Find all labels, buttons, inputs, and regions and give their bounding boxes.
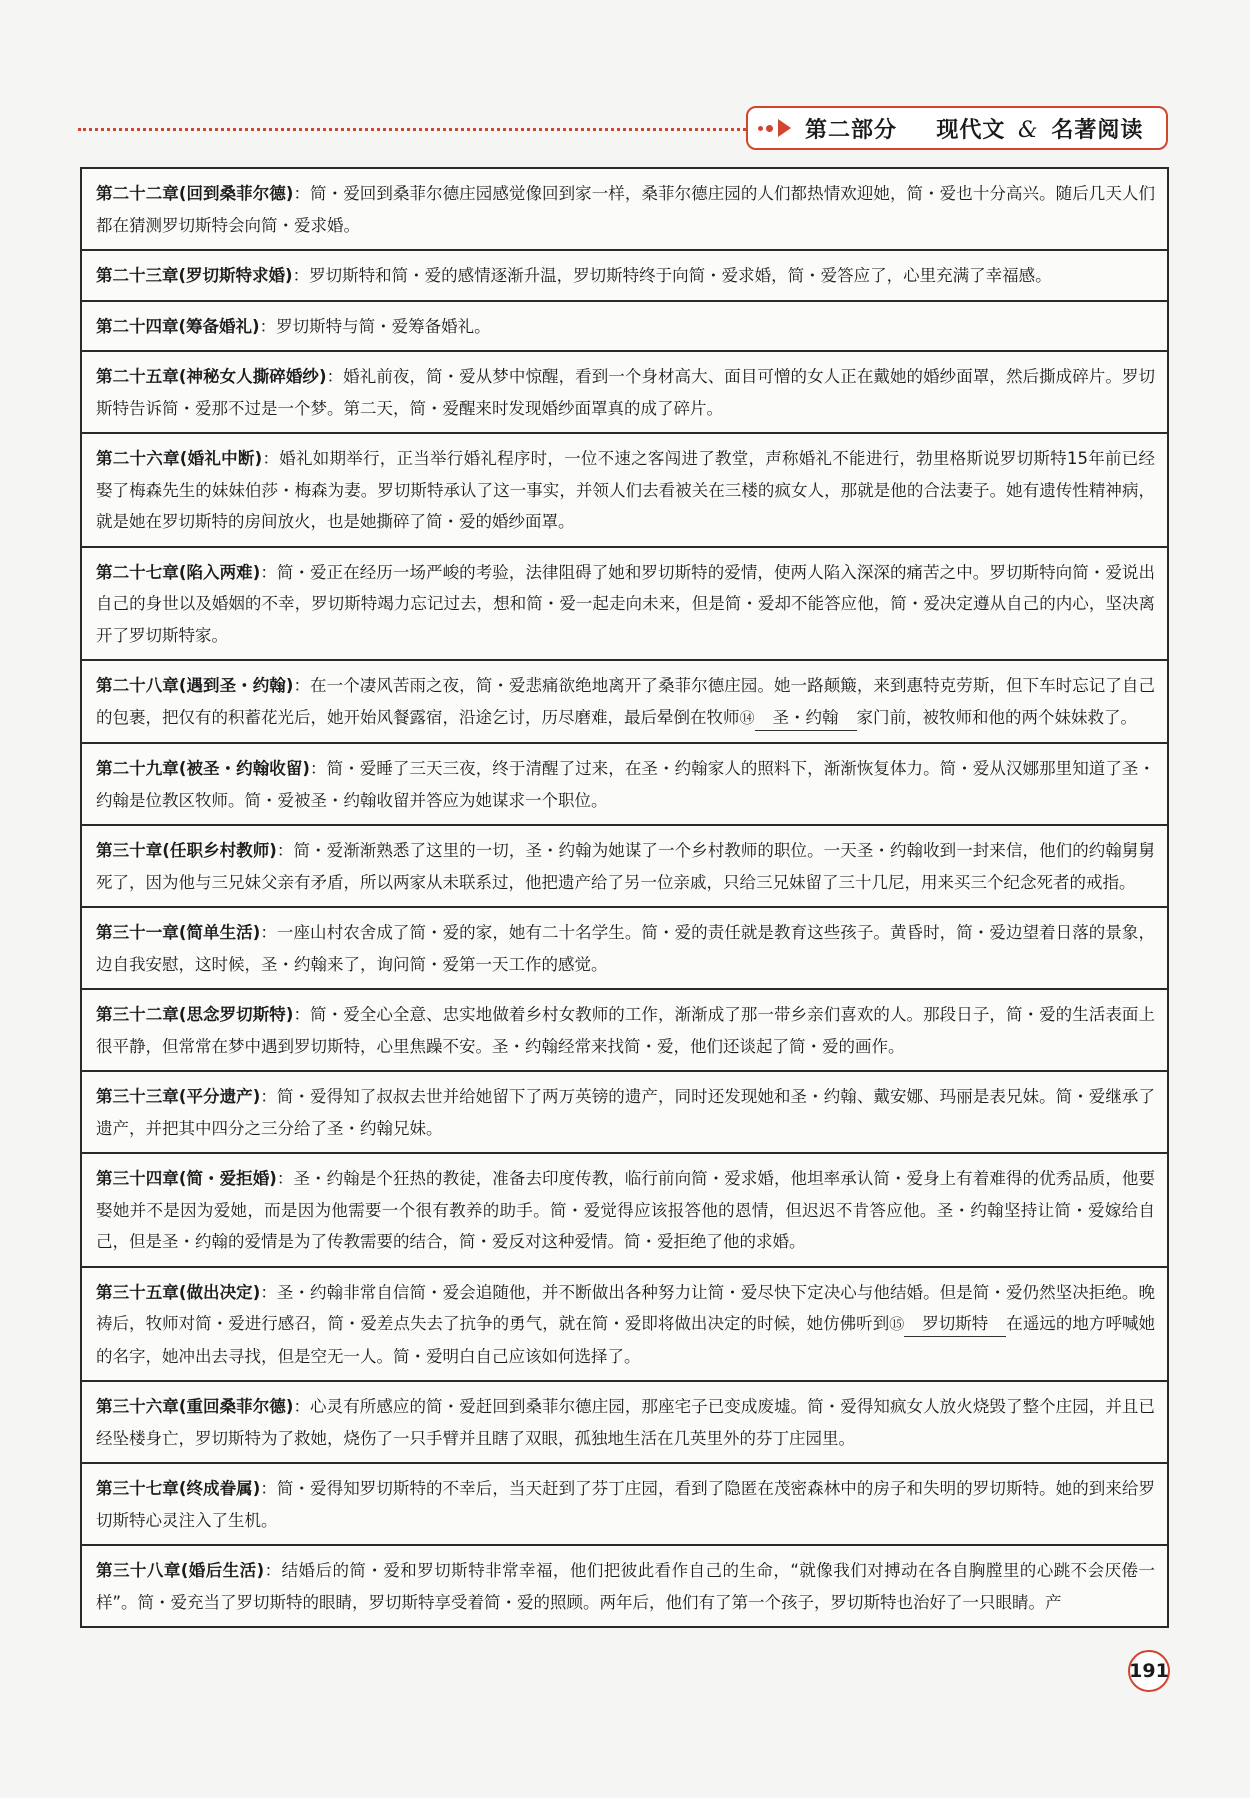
section-title (805, 113, 1143, 144)
arrow-icon (758, 119, 791, 137)
chapter-row (82, 1382, 1167, 1464)
chapter-summary: ：心灵有所感应的简・爱赶回到桑菲尔德庄园，那座宅子已变成废墟。简・爱得知疯女人放火烧毁了整个庄园，并且已经坠楼身亡，罗切斯特为了救她，烧伤了一只手臂并且瞎了双眼，孤独地生活在几英里外的芬丁庄园里。 (96, 1397, 1156, 1448)
chapter-summary: ：简・爱睡了三天三夜，终于清醒了过来，在圣・约翰家人的照料下，渐渐恢复体力。简・爱从汉娜那里知道了圣・约翰是位教区牧师。简・爱被圣・约翰收留并答应为她谋求一个职位。 (96, 759, 1155, 810)
chapter-heading: 第三十五章(做出决定) (96, 1282, 261, 1302)
chapter-summary-continued: 家门前，被牧师和他的两个妹妹救了。 (856, 707, 1138, 727)
fill-in-answer: 圣・约翰 (755, 706, 857, 731)
chapter-heading: 第三十六章(重回桑菲尔德) (96, 1397, 294, 1416)
chapter-summary: ：简・爱回到桑菲尔德庄园感觉像回到家一样，桑菲尔德庄园的人们都热情欢迎她，简・爱也十分高兴。随后几天人们都在猜测罗切斯特会向简・爱求婚。 (96, 184, 1156, 235)
section-title-part1: 现代文 (936, 117, 1006, 143)
chapter-row (82, 548, 1167, 662)
chapter-heading: 第三十四章(简・爱拒婚) (96, 1169, 277, 1188)
ampersand: & (1018, 117, 1039, 143)
chapter-heading: 第二十六章(婚礼中断) (96, 449, 263, 468)
chapter-heading: 第三十章(任职乡村教师) (96, 841, 277, 860)
section-title-part2: 名著阅读 (1051, 117, 1144, 143)
chapter-summary: ：圣・约翰非常自信简・爱会追随他，并不断做出各种努力让简・爱尽快下定决心与他结婚。但是简・爱仍然坚决拒绝。晚祷后，牧师对简・爱进行感召，简・爱差点失去了抗争的勇气，就在简・爱即将做出决定的时候，她仿佛听到 (96, 1282, 1155, 1333)
chapter-summary: ：简・爱全心全意、忠实地做着乡村女教师的工作，渐渐成了那一带乡亲们喜欢的人。那段日子，简・爱的生活表面上很平静，但常常在梦中遇到罗切斯特，心里焦躁不安。圣・约翰经常来找简・爱，他们还谈起了简・爱的画作。 (96, 1005, 1156, 1056)
chapter-row (82, 744, 1167, 826)
chapter-summary: ：简・爱得知了叔叔去世并给她留下了两万英镑的遗产，同时还发现她和圣・约翰、戴安娜、玛丽是表兄妹。简・爱继承了遗产，并把其中四分之三分给了圣・约翰兄妹。 (96, 1087, 1155, 1138)
page-number: 191 (1128, 1650, 1170, 1692)
chapter-summary: ：简・爱正在经历一场严峻的考验，法律阻碍了她和罗切斯特的爱情，使两人陷入深深的痛苦之中。罗切斯特向简・爱说出自己的身世以及婚姻的不幸，罗切斯特竭力忘记过去，想和简・爱一起走向未来，但是简・爱却不能答应他，简・爱决定遵从自己的内心，坚决离开了罗切斯特家。 (96, 562, 1155, 645)
chapter-heading: 第三十七章(终成眷属) (96, 1479, 261, 1498)
header-dotted-rule (78, 128, 746, 131)
chapter-heading: 第二十九章(被圣・约翰收留) (96, 759, 310, 778)
chapter-row (82, 826, 1167, 908)
chapter-summary: ：结婚后的简・爱和罗切斯特非常幸福，他们把彼此看作自己的生命，“就像我们对搏动在各自胸膛里的心跳不会厌倦一样”。简・爱充当了罗切斯特的眼睛，罗切斯特享受着简・爱的照顾。两年后，他们有了第一个孩子，罗切斯特也治好了一只眼睛。产 (96, 1561, 1155, 1612)
chapter-summary: ：一座山村农舍成了简・爱的家，她有二十名学生。简・爱的责任就是教育这些孩子。黄昏时，简・爱边望着日落的景象，边自我安慰，这时候，圣・约翰来了，询问简・爱第一天工作的感觉。 (96, 923, 1155, 974)
chapter-heading: 第二十八章(遇到圣・约翰) (96, 676, 294, 695)
chapter-heading: 第三十八章(婚后生活) (96, 1561, 265, 1580)
chapter-heading: 第三十二章(思念罗切斯特) (96, 1005, 294, 1024)
chapter-row (82, 990, 1167, 1072)
fill-in-answer: 罗切斯特 (904, 1312, 1006, 1337)
chapter-row (82, 169, 1167, 251)
chapter-heading: 第三十一章(简单生活) (96, 923, 261, 942)
chapter-summary-continued: 在遥远的地方呼喊她的名字，她冲出去寻找，但是空无一人。简・爱明白自己应该如何选择了。 (96, 1314, 1155, 1366)
chapter-row (82, 1268, 1167, 1383)
chapter-heading: 第二十五章(神秘女人撕碎婚纱) (96, 367, 327, 386)
chapter-summary-table (80, 167, 1169, 1628)
chapter-summary: ：圣・约翰是个狂热的教徒，准备去印度传教，临行前向简・爱求婚，他坦率承认简・爱身上有着难得的优秀品质，他要娶她并不是因为爱她，而是因为他需要一个很有教养的助手。简・爱觉得应该报答他的恩情，但迟迟不肯答应他。圣・约翰坚持让简・爱嫁给自己，但是圣・约翰的爱情是为了传教需要的结合，简・爱反对这种爱情。简・爱拒绝了他的求婚。 (96, 1169, 1155, 1251)
chapter-summary: ：婚礼如期举行，正当举行婚礼程序时，一位不速之客闯进了教堂，声称婚礼不能进行，勃里格斯说罗切斯特15年前已经娶了梅森先生的妹妹伯莎・梅森为妻。罗切斯特承认了这一事实，并领人们去看被关在三楼的疯女人，那就是他的合法妻子。她有遗传性精神病，就是她在罗切斯特的房间放火，也是她撕碎了简・爱的婚纱面罩。 (96, 449, 1155, 531)
chapter-summary: ：婚礼前夜，简・爱从梦中惊醒，看到一个身材高大、面目可憎的女人正在戴她的婚纱面罩，然后撕成碎片。罗切斯特告诉简・爱那不过是一个梦。第二天，简・爱醒来时发现婚纱面罩真的成了碎片。 (96, 367, 1155, 418)
chapter-heading: 第二十二章(回到桑菲尔德) (96, 184, 294, 203)
chapter-summary: ：在一个凄风苦雨之夜，简・爱悲痛欲绝地离开了桑菲尔德庄园。她一路颠簸，来到惠特克劳斯，但下车时忘记了自己的包裹，把仅有的积蓄花光后，她开始风餐露宿，沿途乞讨，历尽磨难，最后晕倒在牧师 (96, 676, 1156, 727)
chapter-summary: ：罗切斯特和简・爱的感情逐渐升温，罗切斯特终于向简・爱求婚，简・爱答应了，心里充满了幸福感。 (292, 266, 1052, 285)
chapter-heading: 第三十三章(平分遗产) (96, 1087, 261, 1106)
chapter-summary: ：罗切斯特与简・爱筹备婚礼。 (259, 316, 491, 336)
chapter-summary: ：简・爱渐渐熟悉了这里的一切，圣・约翰为她谋了一个乡村教师的职位。一天圣・约翰收到一封来信，他们的约翰舅舅死了，因为他与三兄妹父亲有矛盾，所以两家从未联系过，他把遗产给了另一位亲戚，只给三兄妹留了三十几尼，用来买三个纪念死者的戒指。 (96, 841, 1155, 892)
question-number: ⑮ (889, 1315, 905, 1333)
chapter-row (82, 251, 1167, 302)
chapter-row (82, 352, 1167, 434)
chapter-heading: 第二十四章(筹备婚礼) (96, 316, 260, 336)
chapter-heading: 第二十七章(陷入两难) (96, 562, 261, 582)
chapter-row (82, 1072, 1167, 1154)
chapter-row (82, 1154, 1167, 1268)
chapter-row (82, 1464, 1167, 1546)
chapter-heading: 第二十三章(罗切斯特求婚) (96, 266, 293, 285)
chapter-row (82, 1546, 1167, 1626)
chapter-row (82, 908, 1167, 990)
chapter-summary: ：简・爱得知罗切斯特的不幸后，当天赶到了芬丁庄园，看到了隐匿在茂密森林中的房子和失明的罗切斯特。她的到来给罗切斯特心灵注入了生机。 (96, 1479, 1155, 1530)
chapter-row (82, 302, 1167, 353)
chapter-row (82, 661, 1167, 744)
question-number: ⑭ (739, 708, 755, 727)
section-header-tab (746, 106, 1168, 150)
section-label: 第二部分 (805, 117, 898, 143)
chapter-row (82, 434, 1167, 548)
